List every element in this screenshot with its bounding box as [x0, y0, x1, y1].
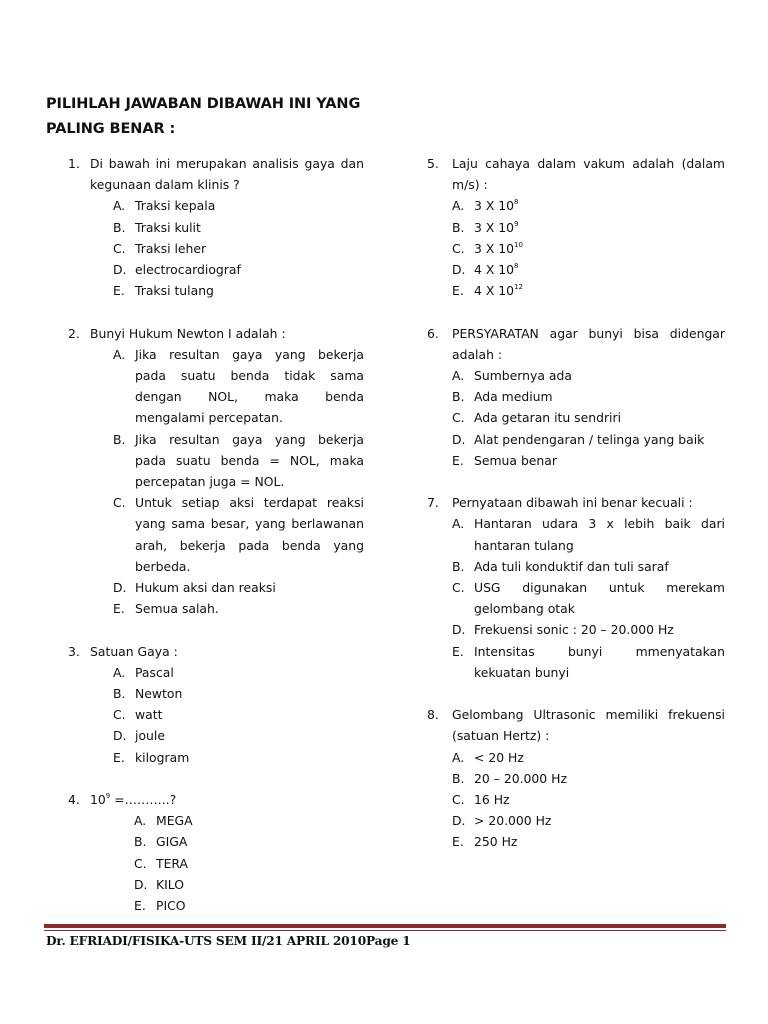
question-text: Bunyi Hukum Newton I adalah :: [90, 325, 286, 341]
option-c: C. USG digunakan untuk merekam gelombang otak: [452, 580, 725, 617]
option-d: D. Hukum aksi dan reaksi: [113, 580, 276, 596]
option-a: A. Sumbernya ada: [452, 368, 572, 384]
option-b: B. Ada tuli konduktif dan tuli saraf: [452, 558, 669, 574]
question-text: Pernyataan dibawah ini benar kecuali :: [452, 495, 693, 511]
option-c: C. Untuk setiap aksi terdapat reaksi yang sama besar, yang berlawanan arah, bekerja pada benda yang berbeda.: [113, 495, 364, 574]
question-6: [405, 323, 725, 471]
question-3: [46, 641, 364, 768]
question-7: [405, 492, 725, 683]
option-e: E. Semua salah.: [113, 601, 219, 617]
option-a: A. Traksi kepala: [113, 198, 216, 214]
question-text: Satuan Gaya :: [90, 643, 178, 659]
question-text: Laju cahaya dalam vakum adalah (dalam m/s) :: [452, 156, 725, 193]
option-c: C. Ada getaran itu sendriri: [452, 410, 622, 426]
option-b: B. 3 X $10^9$: [452, 219, 519, 235]
question-8: [405, 704, 725, 852]
question-4: [46, 789, 364, 916]
page-title: [46, 92, 376, 142]
question-number: 1.: [68, 156, 80, 171]
option-c: C. TERA: [134, 855, 188, 871]
option-b: B. Traksi kulit: [113, 219, 201, 235]
question-number: 4.: [68, 792, 80, 808]
question-suffix: =………..?: [110, 792, 177, 808]
option-a: A. Pascal: [113, 664, 174, 680]
option-e: E. Semua benar: [452, 452, 557, 468]
question-number: 5.: [427, 156, 439, 171]
option-b: B. Ada medium: [452, 389, 553, 405]
option-c: C. Traksi leher: [113, 240, 207, 256]
question-text: [90, 789, 364, 810]
option-d: D. joule: [113, 728, 165, 744]
option-c: C. watt: [113, 707, 163, 723]
footer-divider: [44, 924, 726, 928]
left-column: [46, 153, 364, 937]
question-number: 8.: [427, 707, 439, 723]
option-a: A. Jika resultan gaya yang bekerja pada suatu benda tidak sama dengan NOL, maka benda mengalami percepatan.: [113, 346, 364, 426]
option-b: B. 20 – 20.000 Hz: [452, 770, 567, 786]
right-column: [405, 153, 725, 874]
question-number: 6.: [427, 325, 439, 341]
question-number: 7.: [427, 495, 439, 511]
option-a: A. < 20 Hz: [452, 749, 524, 765]
option-e: E. 250 Hz: [452, 834, 518, 850]
question-text: PERSYARATAN agar bunyi bisa didengar adalah :: [452, 325, 725, 362]
question-number: 3.: [68, 643, 80, 659]
option-d: D. KILO: [134, 876, 184, 892]
option-e: E. Intensitas bunyi mmenyatakan kekuatan bunyi: [452, 643, 725, 680]
power-exponent: 9: [105, 792, 111, 801]
title-line-2: PALING BENAR :: [46, 121, 176, 137]
option-a: A. MEGA: [134, 813, 193, 829]
option-d: D. electrocardiograf: [113, 262, 241, 278]
question-1: [46, 153, 364, 301]
question-text: Gelombang Ultrasonic memiliki frekuensi (satuan Hertz) :: [452, 707, 725, 744]
option-a: A. 3 X $10^8$: [452, 198, 519, 214]
option-d: D. Alat pendengaran / telinga yang baik: [452, 431, 705, 447]
footer-divider-thin: [44, 930, 726, 931]
option-b: B. GIGA: [134, 834, 188, 850]
option-c: C. 3 X $10^{10}$: [452, 240, 523, 256]
option-e: E. PICO: [134, 898, 186, 914]
option-e: E. kilogram: [113, 749, 190, 765]
power-base: 10: [90, 792, 106, 808]
option-d: D. > 20.000 Hz: [452, 813, 552, 829]
option-d: D. 4 X $10^8$: [452, 262, 519, 278]
option-d: D. Frekuensi sonic : 20 – 20.000 Hz: [452, 622, 674, 638]
question-number: 2.: [68, 325, 80, 341]
question-5: [405, 153, 725, 301]
option-e: E. 4 X $10^{12}$: [452, 283, 523, 299]
option-c: C. 16 Hz: [452, 792, 510, 808]
question-text: Di bawah ini merupakan analisis gaya dan kegunaan dalam klinis ?: [90, 156, 364, 193]
title-line-1: PILIHLAH JAWABAN DIBAWAH INI YANG: [46, 96, 361, 112]
option-b: B. Jika resultan gaya yang bekerja pada suatu benda = NOL, maka percepatan juga = NOL.: [113, 431, 364, 490]
option-b: B. Newton: [113, 686, 183, 702]
option-a: A. Hantaran udara 3 x lebih baik dari hantaran tulang: [452, 516, 725, 553]
option-e: E. Traksi tulang: [113, 283, 214, 299]
page-footer: Dr. EFRIADI/FISIKA-UTS SEM II/21 APRIL 2010Page 1: [46, 934, 411, 948]
question-2: [46, 323, 364, 620]
